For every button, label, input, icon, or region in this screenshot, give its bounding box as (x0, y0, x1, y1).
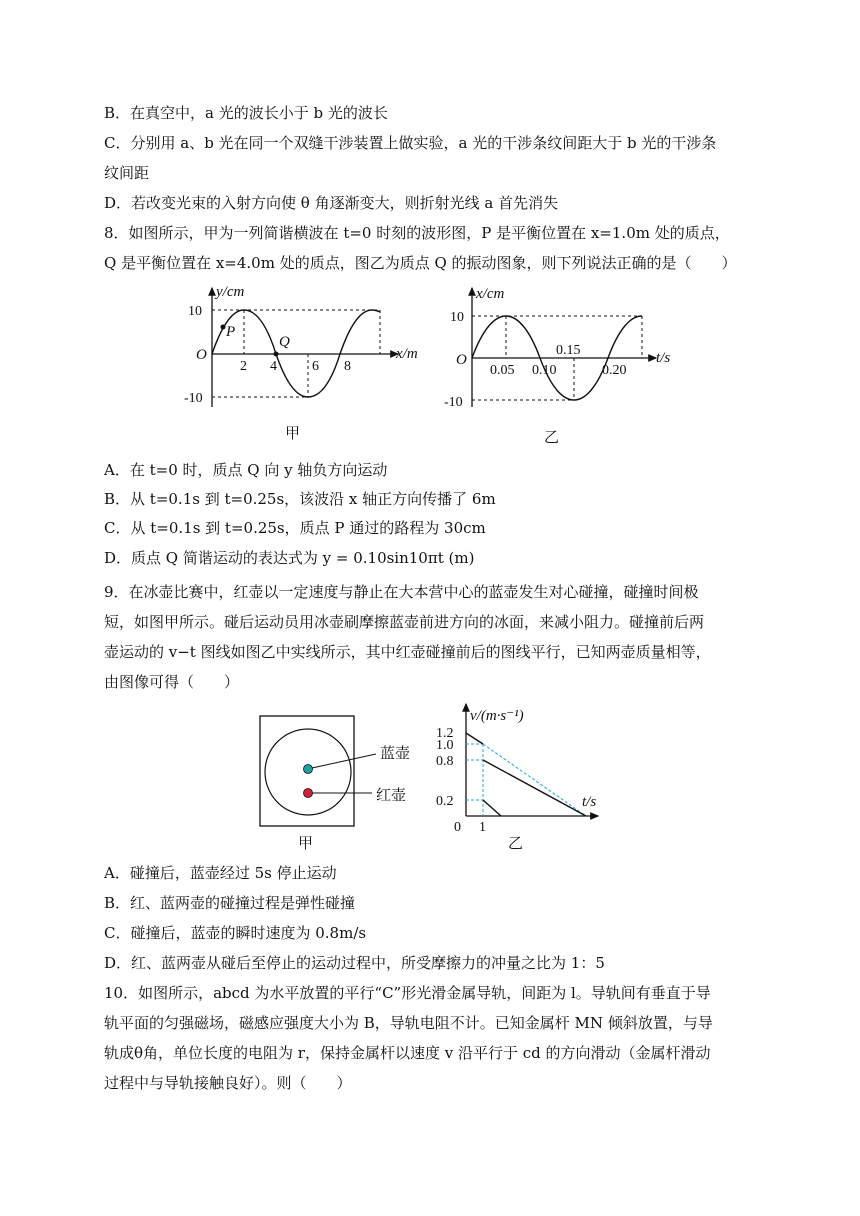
q8-option-c: C．从 t=0.1s 到 t=0.25s，质点 P 通过的路程为 30cm (104, 519, 486, 537)
red-stone (304, 789, 313, 798)
q8-option-a: A．在 t=0 时，质点 Q 向 y 轴负方向运动 (104, 461, 388, 479)
q8-stem-line2: Q 是平衡位置在 x=4.0m 处的质点，图乙为质点 Q 的振动图象，则下列说法正确的是（ ） (104, 254, 737, 272)
fig9-jia-rink-diagram (258, 712, 438, 857)
y-tick-1-0: 1.0 (436, 738, 454, 753)
x-axis-label: t/s (582, 794, 597, 810)
blue-stone (304, 765, 313, 774)
q10-stem-line4: 过程中与导轨接触良好）。则（ ） (104, 1074, 352, 1092)
origin-label: O (196, 347, 207, 363)
x-axis-label: t/s (656, 350, 671, 366)
q8-option-b: B．从 t=0.1s 到 t=0.25s，该波沿 x 轴正方向传播了 6m (104, 490, 496, 508)
red-stone-label: 红壶 (376, 786, 407, 804)
red-after-line (483, 800, 501, 816)
x-tick-1: 1 (479, 820, 486, 835)
q9-option-c: C．碰撞后，蓝壶的瞬时速度为 0.8m/s (104, 924, 367, 942)
x-tick-8: 8 (344, 359, 351, 374)
x-tick-2: 2 (240, 359, 247, 374)
q9-stem-line1: 9．在冰壶比赛中，红壶以一定速度与静止在大本营中心的蓝壶发生对心碰撞，碰撞时间极 (104, 583, 699, 601)
q9-option-d: D．红、蓝两壶从碰后至停止的运动过程中，所受摩擦力的冲量之比为 1：5 (104, 954, 605, 972)
y-tick-10: 10 (188, 304, 202, 319)
x-tick-4: 4 (270, 359, 277, 374)
q7-option-d: D．若改变光束的入射方向使 θ 角逐渐变大，则折射光线 a 首先消失 (104, 194, 559, 212)
x-tick-005: 0.05 (490, 363, 515, 378)
y-tick-10: 10 (450, 310, 464, 325)
x-tick-010: 0.10 (532, 363, 557, 378)
x-tick-015: 0.15 (556, 343, 581, 358)
point-p (221, 325, 226, 330)
q7-option-c-line2: 纹间距 (104, 164, 150, 182)
q9-option-a: A．碰撞后，蓝壶经过 5s 停止运动 (104, 864, 337, 882)
y-tick-0-2: 0.2 (436, 794, 454, 809)
q7-option-b: B．在真空中，a 光的波长小于 b 光的波长 (104, 104, 388, 122)
red-before-line (466, 733, 483, 744)
label-p: P (226, 324, 236, 340)
caption-yi: 乙 (508, 834, 524, 852)
fig8-yi-vibration-graph (444, 282, 684, 447)
q9-stem-line2: 短，如图甲所示。碰后运动员用冰壶刷摩擦蓝壶前进方向的冰面，来减小阻力。碰撞前后两 (104, 613, 705, 631)
fig8-jia-wave-graph (176, 282, 436, 442)
caption-yi: 乙 (544, 428, 560, 446)
q10-stem-line2: 轨平面的匀强磁场，磁感应强度大小为 B，导轨电阻不计。已知金属杆 MN 倾斜放置，与导 (104, 1014, 713, 1032)
y-axis-label: v/(m·s⁻¹) (470, 708, 524, 724)
origin-label: O (456, 352, 467, 368)
x-tick-6: 6 (312, 359, 319, 374)
y-tick-neg10: -10 (184, 391, 203, 406)
blue-after-line (483, 760, 586, 816)
q7-option-c-line1: C．分别用 a、b 光在同一个双缝干涉装置上做实验，a 光的干涉条纹间距大于 b 光的干涉条 (104, 134, 717, 152)
caption-jia: 甲 (298, 834, 314, 852)
caption-jia: 甲 (285, 424, 301, 442)
q9-stem-line3: 壶运动的 v−t 图线如图乙中实线所示，其中红壶碰撞前后的图线平行，已知两壶质量相等， (104, 643, 711, 661)
blue-stone-label: 蓝壶 (380, 744, 411, 762)
q8-stem-line1: 8．如图所示，甲为一列简谐横波在 t=0 时刻的波形图，P 是平衡位置在 x=1.0m 处的质点， (104, 224, 730, 242)
y-tick-neg10: -10 (444, 395, 463, 410)
y-axis-label: y/cm (216, 284, 245, 300)
label-q: Q (279, 334, 290, 350)
fig9-yi-vt-graph (428, 700, 618, 855)
q9-stem-line4: 由图像可得（ ） (104, 673, 240, 691)
q10-stem-line3: 轨成θ角，单位长度的电阻为 r，保持金属杆以速度 v 沿平行于 cd 的方向滑动（金属杆滑动 (104, 1044, 711, 1062)
q9-option-b: B．红、蓝两壶的碰撞过程是弹性碰撞 (104, 894, 356, 912)
x-axis-label: x/m (396, 346, 418, 362)
q10-stem-line1: 10．如图所示，abcd 为水平放置的平行“C”形光滑金属导轨，间距为 l。导轨间有垂直于导 (104, 984, 711, 1002)
y-axis-label: x/cm (476, 286, 505, 302)
x-tick-0: 0 (454, 820, 461, 835)
q8-option-d: D．质点 Q 简谐运动的表达式为 y = 0.10sin10πt (m) (104, 549, 475, 567)
y-tick-1-2: 1.2 (436, 726, 454, 741)
point-q (274, 352, 279, 357)
y-tick-0-8: 0.8 (436, 754, 454, 769)
x-tick-020: 0.20 (602, 363, 627, 378)
